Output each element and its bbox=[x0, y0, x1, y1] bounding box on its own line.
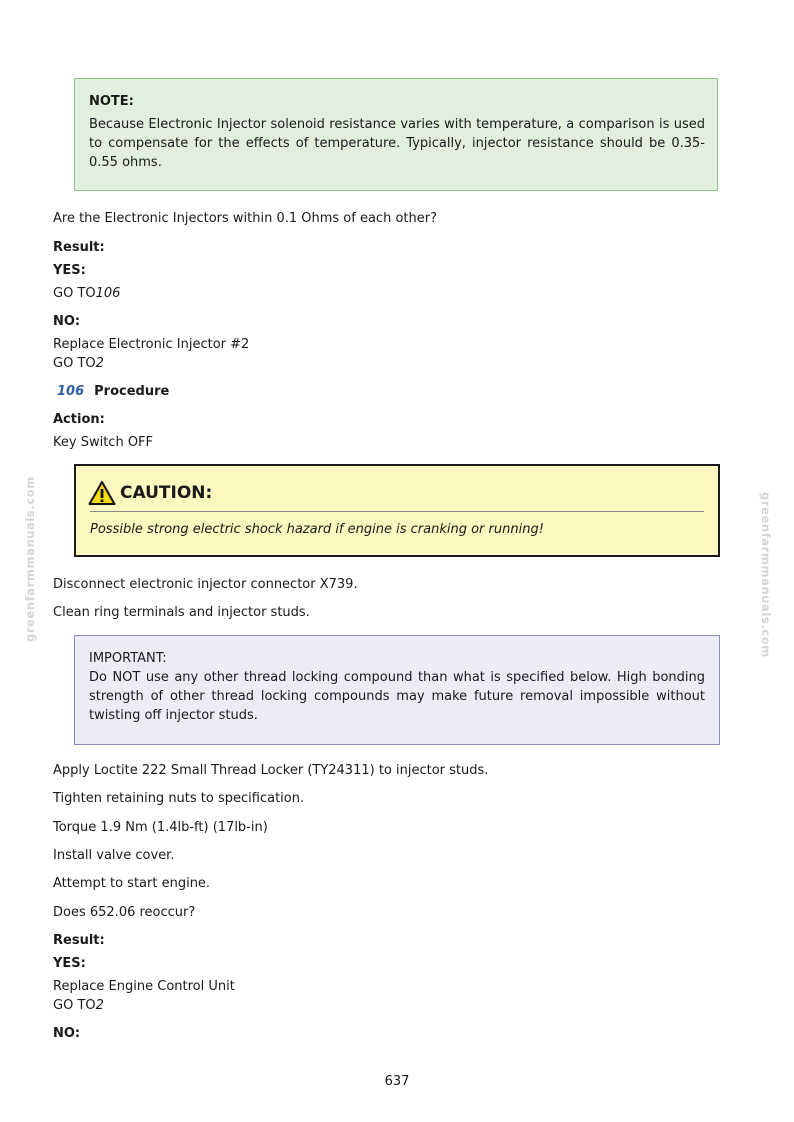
goto-text: GO TO bbox=[53, 998, 96, 1013]
yes-goto bbox=[53, 996, 104, 1015]
warning-triangle-icon bbox=[88, 480, 116, 506]
goto-step-link[interactable]: 2 bbox=[95, 998, 104, 1013]
important-title: IMPORTANT: bbox=[89, 651, 167, 666]
important-body: Do NOT use any other thread locking compound than what is specified below. High bonding strength of other thread locking compounds may make future removal impossible without twisting off injector studs. bbox=[89, 670, 705, 723]
instruction-line: Clean ring terminals and injector studs. bbox=[53, 605, 310, 620]
important-box bbox=[74, 635, 720, 745]
note-title: NOTE: bbox=[89, 94, 134, 109]
caution-title: CAUTION: bbox=[120, 483, 213, 503]
step-number: 106 bbox=[57, 384, 85, 399]
no-goto bbox=[53, 354, 104, 373]
step-title: Procedure bbox=[94, 384, 170, 399]
yes-label: YES: bbox=[53, 263, 86, 278]
step-heading bbox=[57, 382, 169, 401]
caution-divider bbox=[90, 511, 704, 512]
instruction-line: Apply Loctite 222 Small Thread Locker (TY24311) to injector studs. bbox=[53, 763, 489, 778]
result-label: Result: bbox=[53, 933, 105, 948]
yes-action: Replace Engine Control Unit bbox=[53, 979, 235, 994]
note-box bbox=[74, 78, 718, 191]
no-action: Replace Electronic Injector #2 bbox=[53, 337, 250, 352]
goto-text: GO TO bbox=[53, 286, 96, 301]
caution-body: Possible strong electric shock hazard if engine is cranking or running! bbox=[90, 522, 544, 537]
result-label: Result: bbox=[53, 240, 105, 255]
goto-step-link[interactable]: 2 bbox=[95, 356, 104, 371]
no-label: NO: bbox=[53, 314, 81, 329]
watermark-left: greenfarmmanuals.com bbox=[23, 476, 37, 642]
instruction-line: Tighten retaining nuts to specification. bbox=[53, 791, 305, 806]
caution-box bbox=[74, 464, 720, 557]
yes-goto bbox=[53, 284, 120, 303]
yes-label: YES: bbox=[53, 956, 86, 971]
watermark-right: greenfarmmanuals.com bbox=[759, 492, 773, 658]
instruction-line: Does 652.06 reoccur? bbox=[53, 905, 196, 920]
note-body: Because Electronic Injector solenoid resistance varies with temperature, a comparison is used to compensate for the effects of temperature. Typically, injector resistance should be 0.35-0.55 ohms. bbox=[89, 117, 705, 170]
page-number: 637 bbox=[384, 1074, 410, 1089]
question-text: Are the Electronic Injectors within 0.1 Ohms of each other? bbox=[53, 211, 437, 226]
goto-step-link[interactable]: 106 bbox=[95, 286, 121, 301]
instruction-line: Install valve cover. bbox=[53, 848, 175, 863]
instruction-line: Disconnect electronic injector connector X739. bbox=[53, 577, 358, 592]
action-text: Key Switch OFF bbox=[53, 435, 154, 450]
goto-text: GO TO bbox=[53, 356, 96, 371]
action-label: Action: bbox=[53, 412, 105, 427]
no-label: NO: bbox=[53, 1026, 81, 1041]
instruction-line: Attempt to start engine. bbox=[53, 876, 211, 891]
instruction-line: Torque 1.9 Nm (1.4lb-ft) (17lb-in) bbox=[53, 820, 268, 835]
caution-header bbox=[88, 478, 212, 508]
